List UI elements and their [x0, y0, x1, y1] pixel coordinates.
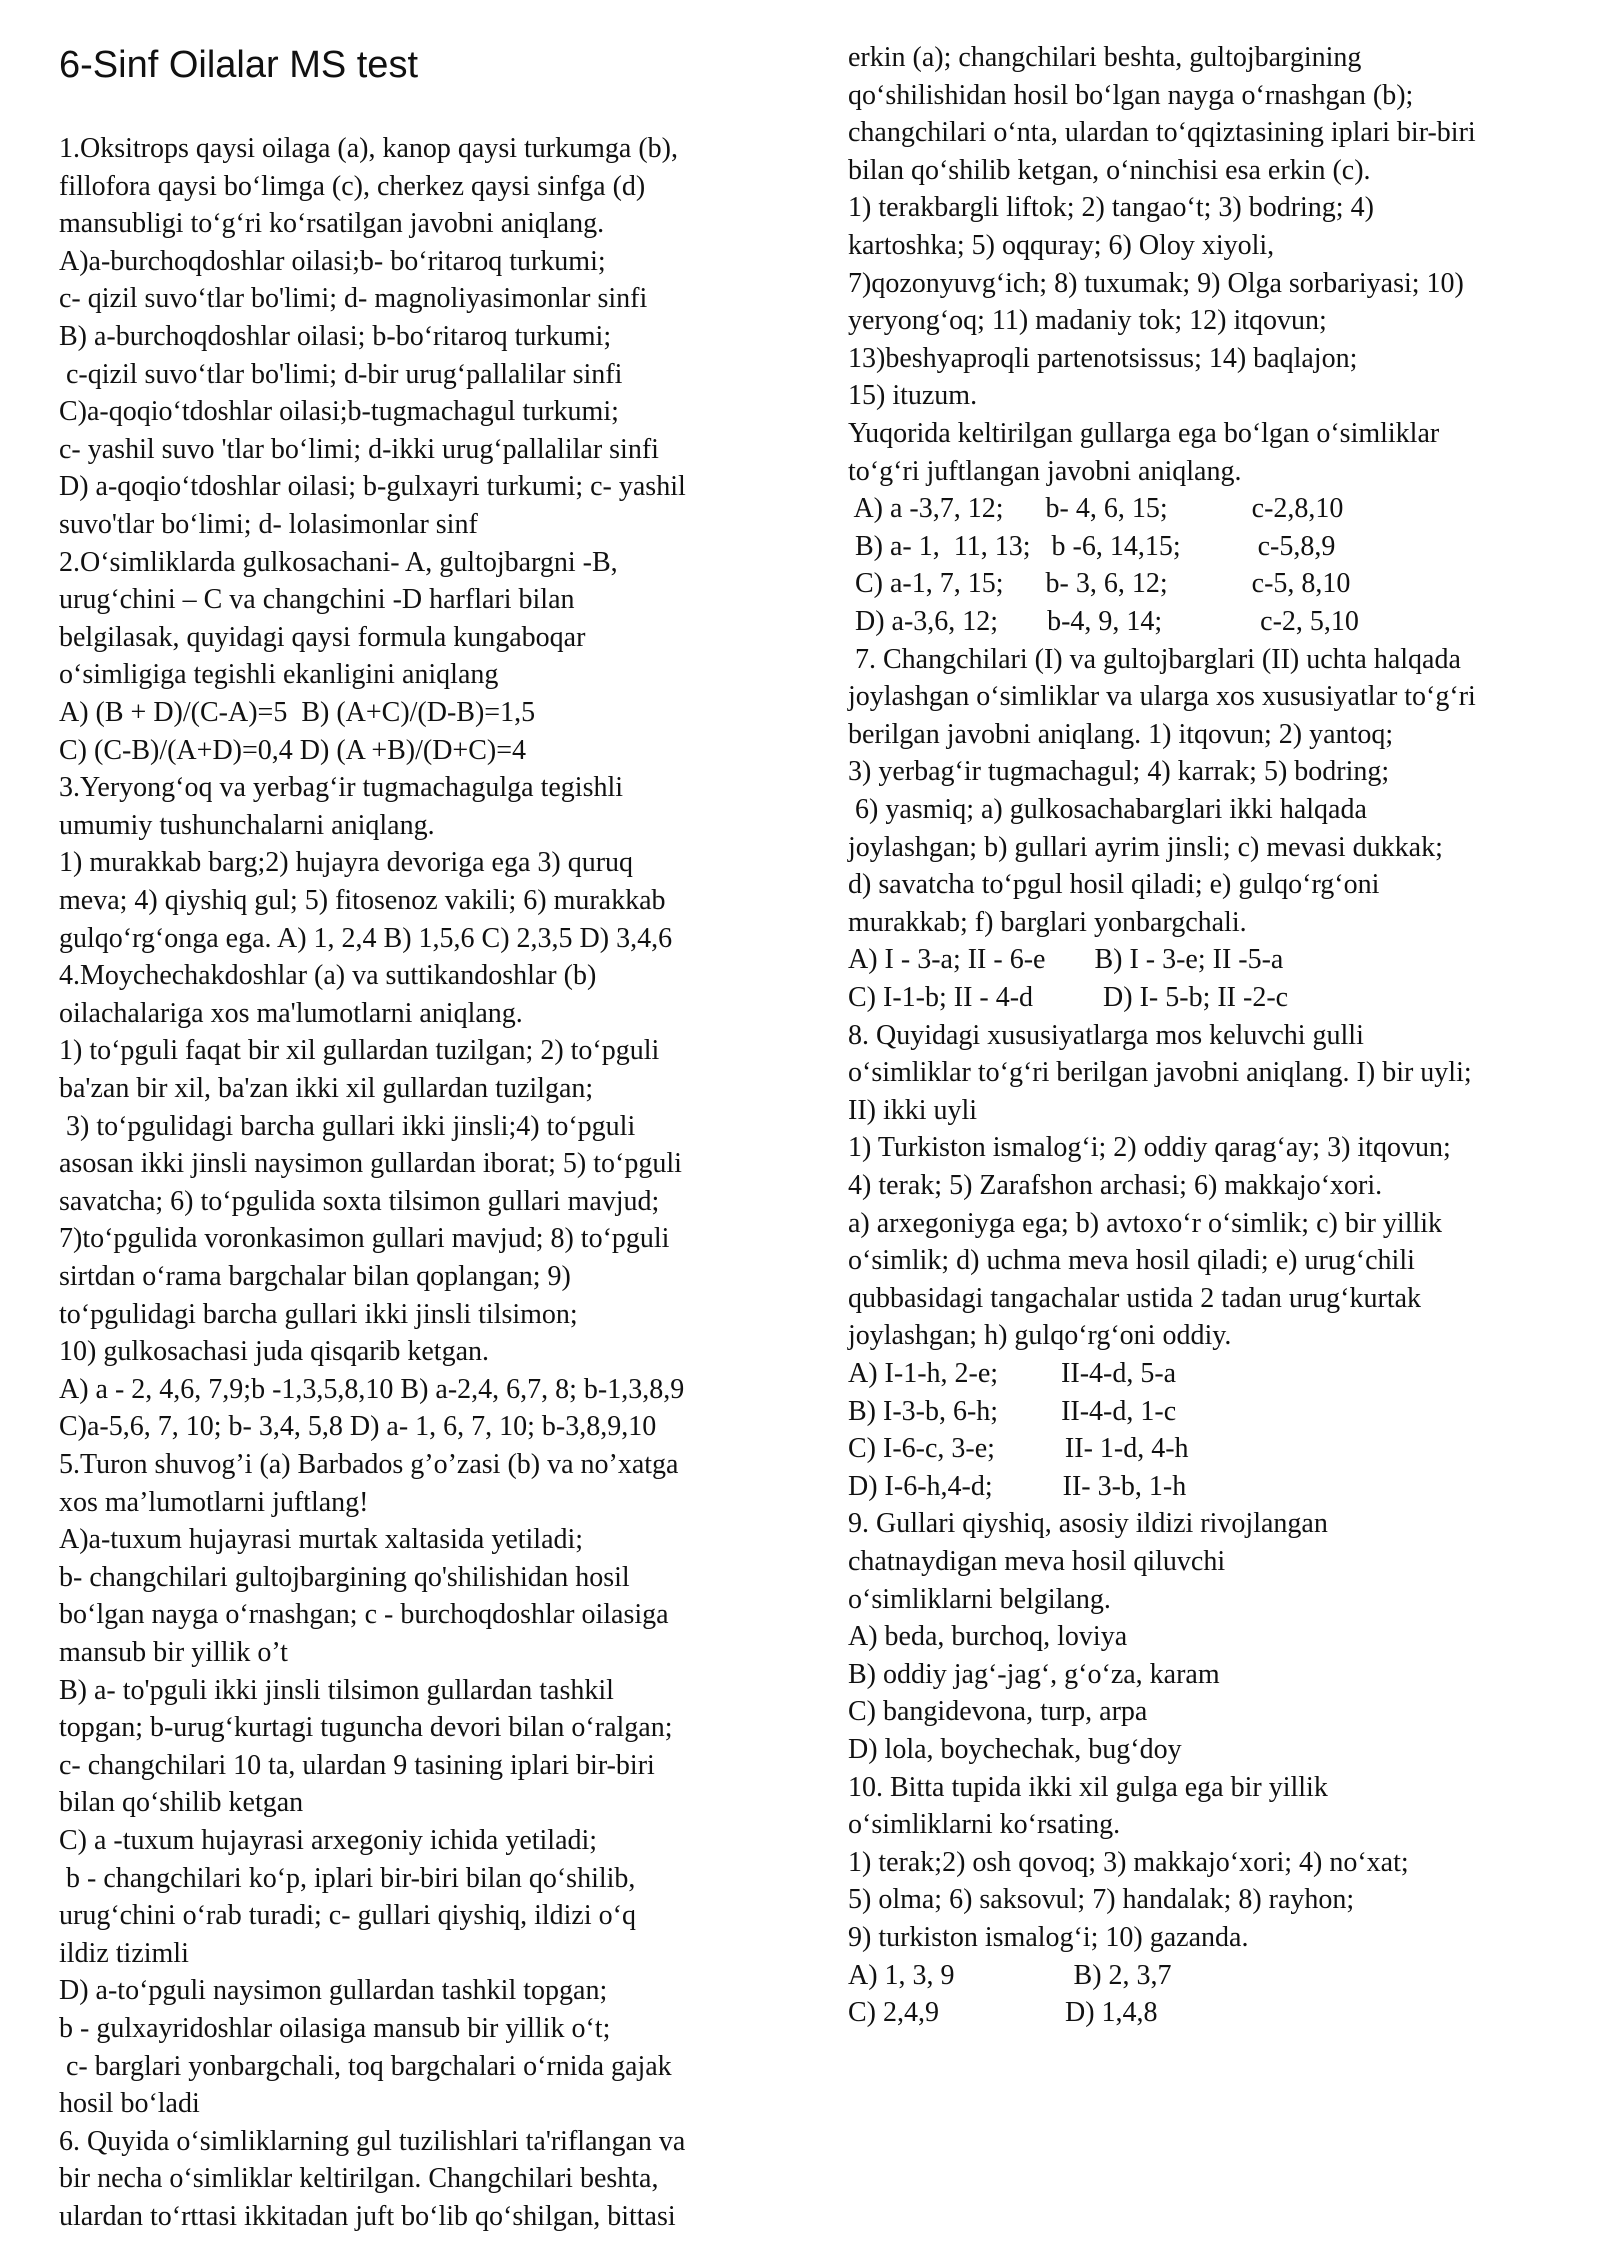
right-column-line: B) a- 1, 11, 13; b -6, 14,15; c-5,8,9	[848, 530, 1336, 562]
right-column-line: 1) Turkiston ismalog‘i; 2) oddiy qarag‘ay; 3) itqovun;	[848, 1132, 1451, 1164]
left-column-line: mansub bir yillik o’t	[59, 1637, 288, 1668]
right-column-line: to‘g‘ri juftlangan javobni aniqlang.	[848, 455, 1242, 487]
left-column-line: xos ma’lumotlarni juftlang!	[59, 1486, 369, 1518]
right-column-line: 4) terak; 5) Zarafshon archasi; 6) makkajo‘xori.	[848, 1170, 1383, 1201]
right-column-line: 10. Bitta tupida ikki xil gulga ega bir yillik	[848, 1771, 1328, 1803]
right-column-line: a) arxegoniyga ega; b) avtoxo‘r o‘simlik; c) bir yillik	[848, 1207, 1443, 1239]
right-column-line: joylashgan o‘simliklar va ularga xos xususiyatlar to‘g‘ri	[848, 681, 1476, 713]
right-column-line: C) I-1-b; II - 4-d D) I- 5-b; II -2-c	[848, 982, 1289, 1013]
left-column-line: 3.Yeryong‘oq va yerbag‘ir tugmachagulga tegishli	[59, 772, 624, 804]
right-column-line: 15) ituzum.	[848, 380, 978, 412]
right-column-line: yeryong‘oq; 11) madaniy tok; 12) itqovun;	[848, 305, 1327, 337]
left-column-line: oilachalariga xos ma'lumotlarni aniqlang.	[59, 997, 523, 1029]
right-column-line: bilan qo‘shilib ketgan, o‘ninchisi esa erkin (c).	[848, 154, 1371, 186]
left-column-line: C) (C-B)/(A+D)=0,4 D) (A +B)/(D+C)=4	[59, 734, 527, 766]
right-column-line: C) bangidevona, turp, arpa	[848, 1696, 1148, 1728]
left-column-line: B) a- to'pguli ikki jinsli tilsimon gullardan tashkil	[59, 1674, 614, 1706]
right-column-line: 9. Gullari qiyshiq, asosiy ildizi rivojlangan	[848, 1508, 1328, 1540]
right-column-line: joylashgan; h) gulqo‘rg‘oni oddiy.	[848, 1320, 1232, 1352]
left-column-line: A)a-tuxum hujayrasi murtak xaltasida yetiladi;	[59, 1524, 584, 1556]
left-column-line: 10) gulkosachasi juda qisqarib ketgan.	[59, 1336, 490, 1368]
right-column-line: D) lola, boychechak, bug‘doy	[848, 1734, 1182, 1765]
left-column-line: bo‘lgan nayga o‘rnashgan; c - burchoqdoshlar oilasiga	[59, 1599, 669, 1631]
right-column-line: B) I-3-b, 6-h; II-4-d, 1-c	[848, 1395, 1177, 1427]
left-column-line: A) (B + D)/(C-A)=5 B) (A+C)/(D-B)=1,5	[59, 697, 536, 728]
right-column-line: Yuqorida keltirilgan gullarga ega bo‘lgan o‘simliklar	[848, 418, 1440, 449]
left-column-line: urug‘chini o‘rab turadi; c- gullari qiyshiq, ildizi o‘q	[59, 1900, 636, 1932]
right-column-line: 1) terak;2) osh qovoq; 3) makkajo‘xori; 4) no‘xat;	[848, 1846, 1409, 1878]
left-column-line: hosil bo‘ladi	[59, 2088, 200, 2120]
left-column-line: b - changchilari ko‘p, iplari bir-biri bilan qo‘shilib,	[59, 1862, 636, 1894]
left-column-line: to‘pgulidagi barcha gullari ikki jinsli tilsimon;	[59, 1298, 578, 1330]
right-column-line: qubbasidagi tangachalar ustida 2 tadan urug‘kurtak	[848, 1282, 1422, 1314]
left-column-line: topgan; b-urug‘kurtagi tuguncha devori bilan o‘ralgan;	[59, 1712, 673, 1744]
left-column-line: c- yashil suvo 'tlar bo‘limi; d-ikki urug‘pallalilar sinfi	[59, 433, 659, 465]
right-column-line: A) I-1-h, 2-e; II-4-d, 5-a	[848, 1358, 1177, 1389]
left-column-line: asosan ikki jinsli naysimon gullardan iborat; 5) to‘pguli	[59, 1148, 682, 1180]
left-column-line: urug‘chini – C va changchini -D harflari bilan	[59, 584, 575, 616]
right-column-line: qo‘shilishidan hosil bo‘lgan nayga o‘rnashgan (b);	[848, 79, 1414, 111]
left-column-line: D) a-qoqio‘tdoshlar oilasi; b-gulxayri turkumi; c- yashil	[59, 471, 686, 503]
left-column-line: 4.Moychechakdoshlar (a) va suttikandoshlar (b)	[59, 960, 597, 992]
left-column-line: mansubligi to‘g‘ri ko‘rsatilgan javobni aniqlang.	[59, 208, 605, 240]
right-column-line: 9) turkiston ismalog‘i; 10) gazanda.	[848, 1922, 1249, 1953]
left-column-line: savatcha; 6) to‘pgulida soxta tilsimon gullari mavjud;	[59, 1185, 660, 1217]
left-column-line: C) a -tuxum hujayrasi arxegoniy ichida yetiladi;	[59, 1825, 598, 1856]
right-column-line: o‘simliklarni ko‘rsating.	[848, 1809, 1121, 1841]
left-column-line: c- barglari yonbargchali, toq bargchalari o‘rnida gajak	[59, 2050, 672, 2082]
right-column-line: A) 1, 3, 9 B) 2, 3,7	[848, 1959, 1172, 1991]
right-column-line: A) a -3,7, 12; b- 4, 6, 15; c-2,8,10	[848, 493, 1344, 525]
left-column-line: umumiy tushunchalarni aniqlang.	[59, 809, 435, 841]
left-column-line: 1) to‘pguli faqat bir xil gullardan tuzilgan; 2) to‘pguli	[59, 1035, 660, 1067]
left-column-line: c- qizil suvo‘tlar bo'limi; d- magnoliyasimonlar sinfi	[59, 283, 648, 315]
right-column-line: erkin (a); changchilari beshta, gultojbargining	[848, 42, 1362, 73]
left-column-line: fillofora qaysi bo‘limga (c), cherkez qaysi sinfga (d)	[59, 170, 646, 202]
left-column-line: 1) murakkab barg;2) hujayra devoriga ega 3) quruq	[59, 847, 634, 879]
left-column-line: ildiz tizimli	[59, 1937, 189, 1969]
left-column-line: A)a-burchoqdoshlar oilasi;b- bo‘ritaroq turkumi;	[59, 245, 606, 277]
right-column-line: o‘simlik; d) uchma meva hosil qiladi; e) urug‘chili	[848, 1245, 1415, 1277]
left-column-line: 1.Oksitrops qaysi oilaga (a), kanop qaysi turkumga (b),	[59, 133, 678, 164]
left-column-line: 5.Turon shuvog’i (a) Barbados g’o’zasi (b) va no’xatga	[59, 1449, 679, 1480]
right-column-line: changchilari o‘nta, ulardan to‘qqiztasining iplari bir-biri	[848, 117, 1476, 149]
left-column-line: A) a - 2, 4,6, 7,9;b -1,3,5,8,10 B) a-2,4, 6,7, 8; b-1,3,8,9	[59, 1373, 685, 1405]
right-column-line: D) a-3,6, 12; b-4, 9, 14; c-2, 5,10	[848, 606, 1359, 637]
right-column-line: D) I-6-h,4-d; II- 3-b, 1-h	[848, 1470, 1187, 1502]
right-column-line: II) ikki uyli	[848, 1094, 978, 1126]
right-column-line: 8. Quyidagi xususiyatlarga mos keluvchi gulli	[848, 1019, 1364, 1051]
right-column-line: 7)qozonyuvg‘ich; 8) tuxumak; 9) Olga sorbariyasi; 10)	[848, 267, 1464, 299]
left-column-line: ba'zan bir xil, ba'zan ikki xil gullardan tuzilgan;	[59, 1073, 594, 1104]
right-column-line: 13)beshyaproqli partenotsissus; 14) baqlajon;	[848, 342, 1358, 374]
left-column-line: ulardan to‘rttasi ikkitadan juft bo‘lib qo‘shilgan, bittasi	[59, 2201, 676, 2232]
right-column-line: chatnaydigan meva hosil qiluvchi	[848, 1546, 1226, 1577]
right-column-line: C) 2,4,9 D) 1,4,8	[848, 1997, 1158, 2029]
left-column-line: o‘simligiga tegishli ekanligini aniqlang	[59, 659, 499, 691]
left-column-line: meva; 4) qiyshiq gul; 5) fitosenoz vakili; 6) murakkab	[59, 885, 666, 916]
right-column-line: A) I - 3-a; II - 6-e B) I - 3-e; II -5-a	[848, 944, 1284, 976]
left-column-line: C)a-qoqio‘tdoshlar oilasi;b-tugmachagul turkumi;	[59, 396, 619, 428]
left-column-line: gulqo‘rg‘onga ega. A) 1, 2,4 B) 1,5,6 C) 2,3,5 D) 3,4,6	[59, 922, 673, 954]
right-column-line: kartoshka; 5) oqquray; 6) Oloy xiyoli,	[848, 230, 1275, 261]
left-column-line: sirtdan o‘rama bargchalar bilan qoplangan; 9)	[59, 1261, 571, 1292]
left-column-line: 6. Quyida o‘simliklarning gul tuzilishlari ta'riflangan va	[59, 2125, 686, 2157]
left-column-line: c-qizil suvo‘tlar bo'limi; d-bir urug‘pallalilar sinfi	[59, 358, 623, 390]
left-column-line: belgilasak, quyidagi qaysi formula kungaboqar	[59, 621, 586, 653]
left-column-line: b - gulxayridoshlar oilasiga mansub bir yillik o‘t;	[59, 2013, 611, 2044]
right-column-line: o‘simliklar to‘g‘ri berilgan javobni aniqlang. I) bir uyli;	[848, 1057, 1472, 1089]
right-column-line: berilgan javobni aniqlang. 1) itqovun; 2) yantoq;	[848, 718, 1394, 750]
left-column-line: bir necha o‘simliklar keltirilgan. Changchilari beshta,	[59, 2163, 659, 2195]
right-column-line: C) I-6-c, 3-e; II- 1-d, 4-h	[848, 1433, 1189, 1465]
right-column-line: 1) terakbargli liftok; 2) tangao‘t; 3) bodring; 4)	[848, 192, 1374, 224]
right-column-line: murakkab; f) barglari yonbargchali.	[848, 906, 1247, 938]
right-column-line: 3) yerbag‘ir tugmachagul; 4) karrak; 5) bodring;	[848, 756, 1390, 788]
right-column-line: o‘simliklarni belgilang.	[848, 1583, 1111, 1615]
page-title: 6-Sinf Oilalar MS test	[59, 44, 418, 86]
right-column-line: 6) yasmiq; a) gulkosachabarglari ikki halqada	[848, 794, 1367, 825]
right-column-line: 5) olma; 6) saksovul; 7) handalak; 8) rayhon;	[848, 1884, 1355, 1916]
left-column-line: 3) to‘pgulidagi barcha gullari ikki jinsli;4) to‘pguli	[59, 1110, 636, 1142]
left-column-line: b- changchilari gultojbargining qo'shilishidan hosil	[59, 1561, 630, 1593]
left-column-line: 2.O‘simliklarda gulkosachani- A, gultojbargni -B,	[59, 546, 618, 578]
left-column-line: D) a-to‘pguli naysimon gullardan tashkil topgan;	[59, 1975, 608, 2007]
right-column-line: 7. Changchilari (I) va gultojbarglari (II) uchta halqada	[848, 643, 1461, 675]
left-column-line: bilan qo‘shilib ketgan	[59, 1787, 304, 1819]
left-column-line: suvo'tlar bo‘limi; d- lolasimonlar sinf	[59, 509, 478, 540]
left-column-line: c- changchilari 10 ta, ulardan 9 tasining iplari bir-biri	[59, 1749, 655, 1781]
right-column-line: joylashgan; b) gullari ayrim jinsli; c) mevasi dukkak;	[848, 831, 1443, 863]
right-column-line: B) oddiy jag‘-jag‘, g‘o‘za, karam	[848, 1658, 1220, 1690]
right-column-line: d) savatcha to‘pgul hosil qiladi; e) gulqo‘rg‘oni	[848, 869, 1380, 901]
right-column-line: C) a-1, 7, 15; b- 3, 6, 12; c-5, 8,10	[848, 568, 1351, 600]
right-column-line: A) beda, burchoq, loviya	[848, 1621, 1128, 1653]
left-column-line: 7)to‘pgulida voronkasimon gullari mavjud; 8) to‘pguli	[59, 1223, 670, 1255]
left-column-line: B) a-burchoqdoshlar oilasi; b-bo‘ritaroq turkumi;	[59, 321, 612, 352]
left-column-line: C)a-5,6, 7, 10; b- 3,4, 5,8 D) a- 1, 6, 7, 10; b-3,8,9,10	[59, 1411, 657, 1443]
